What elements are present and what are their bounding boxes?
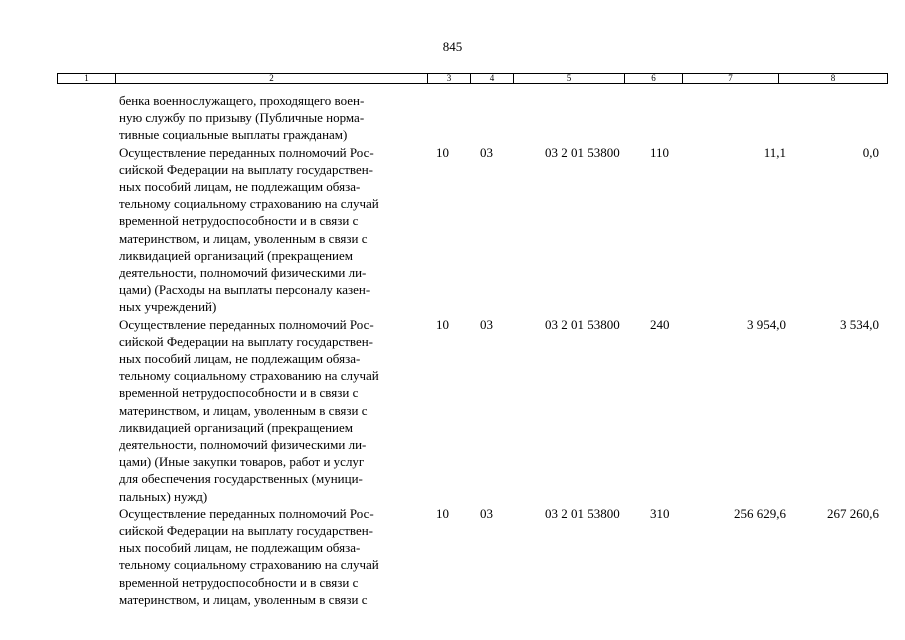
description-line: тельному социальному страхованию на случай bbox=[119, 196, 379, 212]
expense-type-code: 240 bbox=[650, 316, 670, 332]
description-line: ликвидацией организаций (прекращением bbox=[119, 419, 354, 435]
subsection-code: 03 bbox=[480, 144, 493, 160]
column-header-8: 8 bbox=[779, 74, 888, 84]
row-description bbox=[119, 316, 425, 505]
section-code: 10 bbox=[436, 144, 449, 160]
description-line: деятельности, полномочий физическими ли- bbox=[119, 437, 367, 453]
column-header-7: 7 bbox=[683, 74, 779, 84]
description-line: временной нетрудоспособности и в связи с bbox=[119, 574, 359, 590]
description-line: сийской Федерации на выплату государствен- bbox=[119, 333, 374, 349]
description-line: цами) (Расходы на выплаты персоналу казен- bbox=[119, 282, 371, 298]
target-article-code: 03 2 01 53800 bbox=[545, 316, 620, 332]
expense-type-code: 310 bbox=[650, 505, 670, 521]
description-line: ликвидацией организаций (прекращением bbox=[119, 247, 354, 263]
amount-year-1: 256 629,6 bbox=[734, 505, 786, 521]
description-line: тивные социальные выплаты гражданам) bbox=[119, 127, 348, 143]
column-header-6: 6 bbox=[625, 74, 683, 84]
table-row bbox=[0, 505, 905, 608]
column-header-2: 2 bbox=[116, 74, 428, 84]
description-line: временной нетрудоспособности и в связи с bbox=[119, 213, 359, 229]
amount-year-2: 3 534,0 bbox=[840, 316, 879, 332]
row-description bbox=[119, 144, 425, 316]
description-line: ных пособий лицам, не подлежащим обяза- bbox=[119, 179, 361, 195]
column-header-4: 4 bbox=[471, 74, 514, 84]
table-row bbox=[0, 316, 905, 505]
column-header-5: 5 bbox=[514, 74, 625, 84]
subsection-code: 03 bbox=[480, 505, 493, 521]
amount-year-1: 3 954,0 bbox=[747, 316, 786, 332]
description-line: пальных) нужд) bbox=[119, 488, 208, 504]
amount-year-2: 0,0 bbox=[862, 144, 879, 160]
section-code: 10 bbox=[436, 505, 449, 521]
column-header-1: 1 bbox=[58, 74, 116, 84]
description-line: временной нетрудоспособности и в связи с bbox=[119, 385, 359, 401]
amount-year-1: 11,1 bbox=[763, 144, 786, 160]
target-article-code: 03 2 01 53800 bbox=[545, 144, 620, 160]
row-description bbox=[119, 505, 425, 608]
description-line: для обеспечения государственных (муници- bbox=[119, 471, 363, 487]
description-line: тельному социальному страхованию на случай bbox=[119, 557, 379, 573]
description-line: деятельности, полномочий физическими ли- bbox=[119, 265, 367, 281]
description-line: материнством, и лицам, уволенным в связи с bbox=[119, 230, 368, 246]
section-code: 10 bbox=[436, 316, 449, 332]
table-row bbox=[0, 92, 905, 144]
description-line: сийской Федерации на выплату государствен- bbox=[119, 161, 374, 177]
description-line: ных учреждений) bbox=[119, 299, 217, 315]
table-body bbox=[0, 92, 905, 608]
description-line: материнством, и лицам, уволенным в связи с bbox=[119, 591, 368, 607]
description-line: бенка военнослужащего, проходящего воен- bbox=[119, 93, 365, 108]
expense-type-code: 110 bbox=[650, 144, 670, 160]
target-article-code: 03 2 01 53800 bbox=[545, 505, 620, 521]
description-line: Осуществление переданных полномочий Рос- bbox=[119, 144, 374, 160]
page-number: 845 bbox=[442, 39, 463, 54]
description-line: Осуществление переданных полномочий Рос- bbox=[119, 316, 374, 332]
description-line: сийской Федерации на выплату государствен- bbox=[119, 523, 374, 539]
column-header-3: 3 bbox=[428, 74, 471, 84]
description-line: ных пособий лицам, не подлежащим обяза- bbox=[119, 351, 361, 367]
description-line: материнством, и лицам, уволенным в связи с bbox=[119, 402, 368, 418]
description-line: тельному социальному страхованию на случай bbox=[119, 368, 379, 384]
table-row bbox=[0, 144, 905, 316]
subsection-code: 03 bbox=[480, 316, 493, 332]
description-line: цами) (Иные закупки товаров, работ и услуг bbox=[119, 454, 365, 470]
description-line: ную службу по призыву (Публичные норма- bbox=[119, 110, 365, 126]
amount-year-2: 267 260,6 bbox=[827, 505, 879, 521]
column-number-header bbox=[57, 73, 888, 84]
description-line: Осуществление переданных полномочий Рос- bbox=[119, 505, 374, 521]
description-line: ных пособий лицам, не подлежащим обяза- bbox=[119, 540, 361, 556]
row-description bbox=[119, 92, 425, 144]
